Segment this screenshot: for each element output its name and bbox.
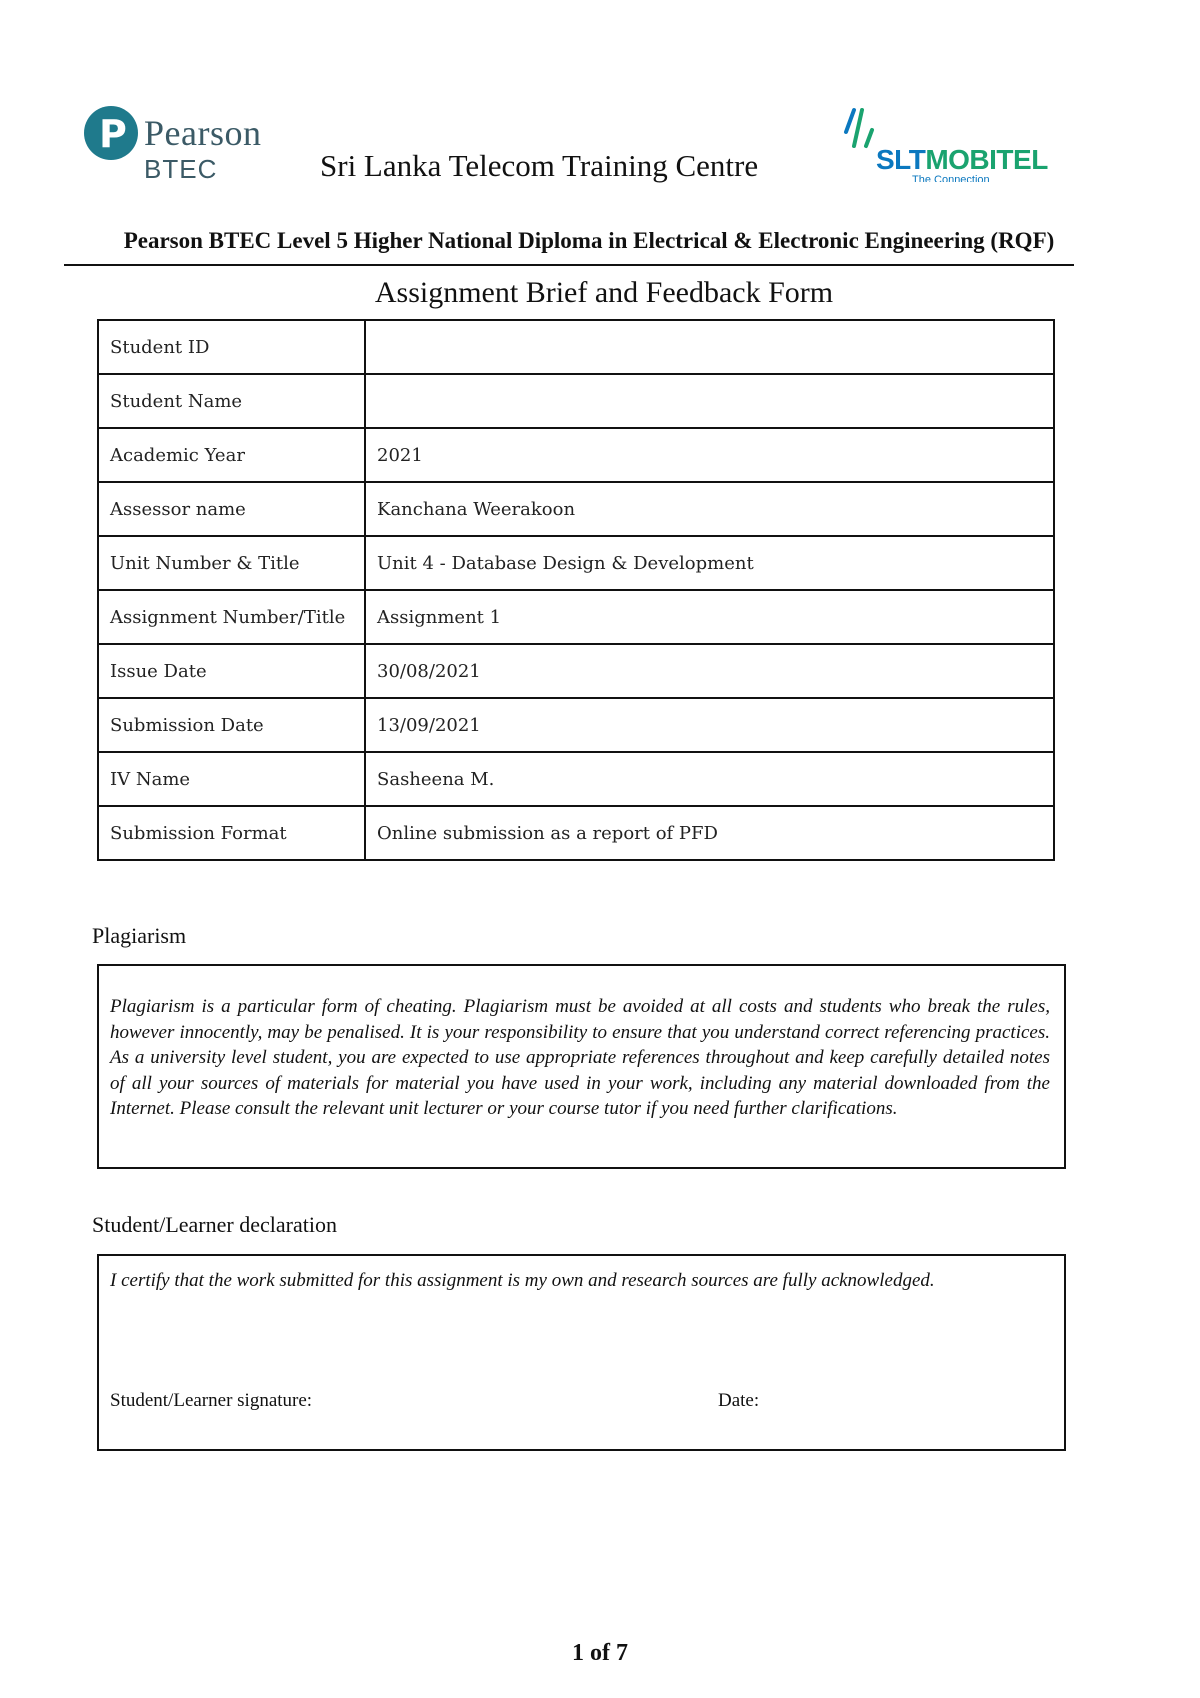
row-value: 2021 [365, 428, 1054, 482]
plagiarism-box [97, 964, 1066, 1169]
table-row [98, 752, 1054, 806]
form-title: Assignment Brief and Feedback Form [374, 276, 834, 309]
row-value: Kanchana Weerakoon [365, 482, 1054, 536]
row-label: Issue Date [98, 644, 365, 698]
row-label: Academic Year [98, 428, 365, 482]
row-label: Assessor name [98, 482, 365, 536]
table-row [98, 482, 1054, 536]
row-value: 13/09/2021 [365, 698, 1054, 752]
assignment-details-table [97, 319, 1055, 861]
centre-name: Sri Lanka Telecom Training Centre [320, 148, 759, 183]
row-value: Sasheena M. [365, 752, 1054, 806]
row-label: Student ID [98, 320, 365, 374]
pearson-btec-logo [84, 106, 274, 182]
table-row [98, 698, 1054, 752]
row-value: Unit 4 - Database Design & Development [365, 536, 1054, 590]
row-label: Assignment Number/Title [98, 590, 365, 644]
table-row [98, 644, 1054, 698]
declaration-heading: Student/Learner declaration [92, 1212, 337, 1237]
row-value [365, 374, 1054, 428]
declaration-text: I certify that the work submitted for this assignment is my own and research sources are fully acknowledged. [110, 1270, 935, 1291]
declaration-box [97, 1254, 1066, 1451]
header-divider [64, 264, 1074, 266]
row-value: Online submission as a report of PFD [365, 806, 1054, 860]
row-label: Student Name [98, 374, 365, 428]
plagiarism-heading: Plagiarism [92, 923, 187, 948]
table-row [98, 536, 1054, 590]
date-label: Date: [718, 1390, 760, 1411]
slt-mobitel-logo [840, 106, 1050, 182]
pearson-logo-word: Pearson [144, 113, 262, 153]
page-number: 1 of 7 [572, 1640, 628, 1666]
pearson-p-icon: P [84, 106, 138, 160]
pearson-logo-sub: BTEC [144, 154, 218, 182]
row-label: Unit Number & Title [98, 536, 365, 590]
row-value: Assignment 1 [365, 590, 1054, 644]
row-label: Submission Format [98, 806, 365, 860]
qualification-title: Pearson BTEC Level 5 Higher National Diploma in Electrical & Electronic Engineering (RQF) [123, 228, 1055, 253]
slt-logo-tagline: The Connection [912, 174, 990, 182]
table-row [98, 374, 1054, 428]
plagiarism-text: Plagiarism is a particular form of cheating. Plagiarism must be avoided at all costs and students who break the rules, however innocently, may be penalised. It is your responsibility to ensure that you understand correct referencing practices. As a university level student, you are expected to use appropriate references throughout and keep carefully detailed notes of all your sources of materials for material you have used in your work, including any material downloaded from the Internet. Please consult the relevant unit lecturer or your course tutor if you need further clarifications. [110, 996, 1050, 1119]
table-row [98, 806, 1054, 860]
row-value [365, 320, 1054, 374]
signature-label: Student/Learner signature: [110, 1390, 313, 1411]
table-row [98, 428, 1054, 482]
row-value: 30/08/2021 [365, 644, 1054, 698]
table-row [98, 590, 1054, 644]
slt-logo-word: SLTMOBITEL [876, 144, 1048, 175]
row-label: IV Name [98, 752, 365, 806]
table-row [98, 320, 1054, 374]
row-label: Submission Date [98, 698, 365, 752]
